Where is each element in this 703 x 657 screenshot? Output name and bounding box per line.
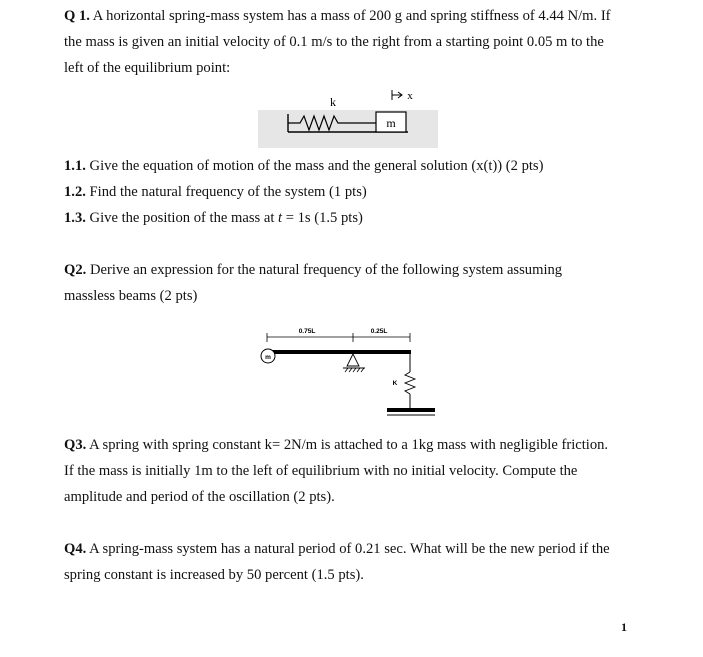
spring-ground xyxy=(387,408,435,412)
q4-line-1 xyxy=(64,541,610,558)
q1-sub-2-num: 1.2. xyxy=(64,184,86,200)
q2-text-1: Derive an expression for the natural frequency of the following system assuming xyxy=(89,262,563,278)
q3-heading: Q3. xyxy=(64,437,87,453)
q1-sub-1 xyxy=(64,158,543,175)
q1-line-2: the mass is given an initial velocity of 0.1 m/s to the right from a starting point 0.05 m to the xyxy=(64,34,604,50)
q4-heading: Q4. xyxy=(64,541,87,557)
q4-text-1: A spring-mass system has a natural period of 0.21 sec. What will be the new period if the xyxy=(89,541,610,557)
spring-label: k xyxy=(330,95,336,109)
q1-sub-3-text-a: Give the position of the mass at xyxy=(89,210,279,226)
q4-line-2: spring constant is increased by 50 percent (1.5 pts). xyxy=(64,567,364,583)
axis-label: x xyxy=(407,90,413,102)
page-number: 1 xyxy=(621,620,627,634)
q1-sub-3-text-b: = 1s (1.5 pts) xyxy=(282,210,363,226)
beam-spring-label: K xyxy=(392,380,398,387)
beam-figure xyxy=(255,322,450,422)
right-dimension-label: 0.25L xyxy=(370,328,388,335)
left-dimension-label: 0.75L xyxy=(298,328,316,335)
q2-line-1 xyxy=(64,262,562,279)
q3-text-1: A spring with spring constant k= 2N/m is attached to a 1kg mass with negligible friction. xyxy=(89,437,609,453)
q1-sub-2 xyxy=(64,184,367,201)
q2-heading: Q2. xyxy=(64,262,87,278)
q2-line-2: massless beams (2 pts) xyxy=(64,288,198,304)
q1-sub-1-text: Give the equation of motion of the mass and the general solution (x(t)) (2 pts) xyxy=(89,158,544,174)
ground-shading xyxy=(258,110,438,148)
beam xyxy=(269,350,411,354)
q1-line-3: left of the equilibrium point: xyxy=(64,60,231,76)
q1-heading: Q 1. xyxy=(64,8,90,24)
q3-line-2: If the mass is initially 1m to the left of equilibrium with no initial velocity. Compute the xyxy=(64,463,578,479)
pivot-support xyxy=(347,354,359,366)
q1-sub-3 xyxy=(64,210,363,227)
q1-sub-3-num: 1.3. xyxy=(64,210,86,226)
beam-mass-label: m xyxy=(265,354,271,361)
q1-sub-1-num: 1.1. xyxy=(64,158,86,174)
beam-spring-coil xyxy=(405,372,415,394)
spring-mass-figure xyxy=(258,86,438,148)
q1-text-1: A horizontal spring-mass system has a mass of 200 g and spring stiffness of 4.44 N/m. If xyxy=(92,8,611,24)
pivot-hatching xyxy=(345,368,364,372)
q3-line-1 xyxy=(64,437,608,454)
q3-line-3: amplitude and period of the oscillation (2 pts). xyxy=(64,489,335,505)
q1-sub-2-text: Find the natural frequency of the system (1 pts) xyxy=(89,184,367,200)
q1-line-1 xyxy=(64,8,611,25)
mass-label: m xyxy=(386,116,396,130)
q1-sub-3-t: t xyxy=(278,210,283,226)
